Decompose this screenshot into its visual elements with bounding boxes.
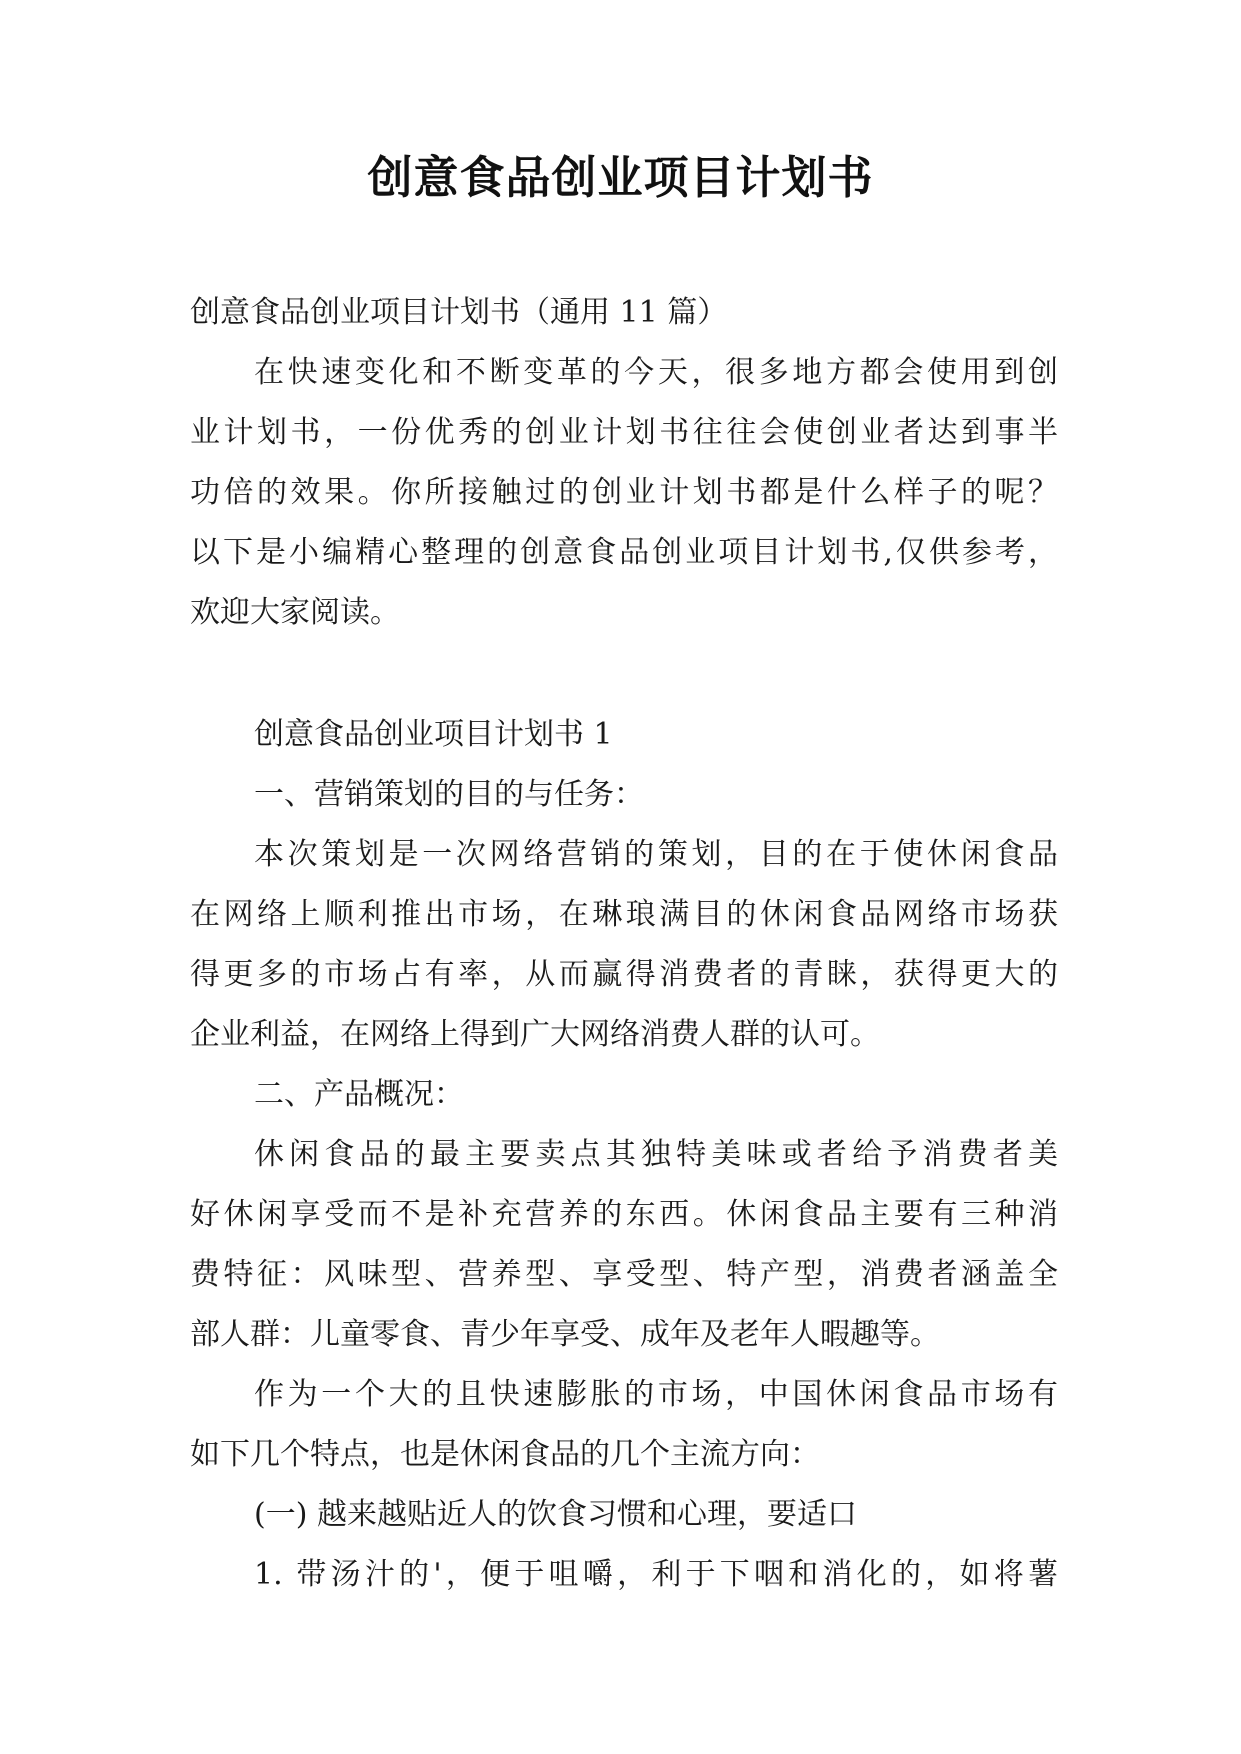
paragraph-line: 欢迎大家阅读。 [190, 595, 400, 630]
paragraph-line: 以下是小编精心整理的创意食品创业项目计划书,仅供参考， [190, 535, 1058, 570]
paragraph-line: 得更多的市场占有率，从而赢得消费者的青睐，获得更大的 [190, 957, 1058, 992]
market-paragraph [190, 1365, 1058, 1485]
section-heading: 创意食品创业项目计划书 1 [254, 717, 613, 752]
purpose-paragraph [190, 825, 1058, 1065]
paragraph-line: 如下几个特点，也是休闲食品的几个主流方向： [190, 1437, 820, 1472]
document-title: 创意食品创业项目计划书 [367, 151, 874, 204]
document-body [190, 283, 1058, 1605]
paragraph-line: 本次策划是一次网络营销的策划，目的在于使休闲食品 [254, 837, 1058, 872]
paragraph-line: 好休闲享受而不是补充营养的东西。休闲食品主要有三种消 [190, 1197, 1058, 1232]
product-paragraph [190, 1125, 1058, 1365]
point-item: 1. 带汤汁的'，便于咀嚼，利于下咽和消化的，如将薯 [254, 1557, 1058, 1592]
paragraph-line: 休闲食品的最主要卖点其独特美味或者给予消费者美 [254, 1137, 1058, 1172]
heading-product-overview: 二、产品概况： [254, 1077, 464, 1112]
section-spacer [190, 643, 1058, 705]
paragraph-line: 功倍的效果。你所接触过的创业计划书都是什么样子的呢？ [190, 475, 1058, 510]
paragraph-line: 部人群：儿童零食、青少年享受、成年及老年人暇趣等。 [190, 1317, 940, 1352]
paragraph-line: 费特征：风味型、营养型、享受型、特产型，消费者涵盖全 [190, 1257, 1058, 1292]
point-heading: (一) 越来越贴近人的饮食习惯和心理，要适口 [254, 1497, 857, 1532]
paragraph-line: 企业利益，在网络上得到广大网络消费人群的认可。 [190, 1017, 880, 1052]
document-subtitle: 创意食品创业项目计划书（通用 11 篇） [190, 295, 728, 330]
intro-paragraph [190, 343, 1058, 643]
paragraph-line: 在快速变化和不断变革的今天，很多地方都会使用到创 [254, 355, 1058, 390]
paragraph-line: 在网络上顺利推出市场，在琳琅满目的休闲食品网络市场获 [190, 897, 1058, 932]
paragraph-line: 业计划书，一份优秀的创业计划书往往会使创业者达到事半 [190, 415, 1058, 450]
paragraph-line: 作为一个大的且快速膨胀的市场，中国休闲食品市场有 [254, 1377, 1058, 1412]
heading-purpose: 一、营销策划的目的与任务： [254, 777, 644, 812]
